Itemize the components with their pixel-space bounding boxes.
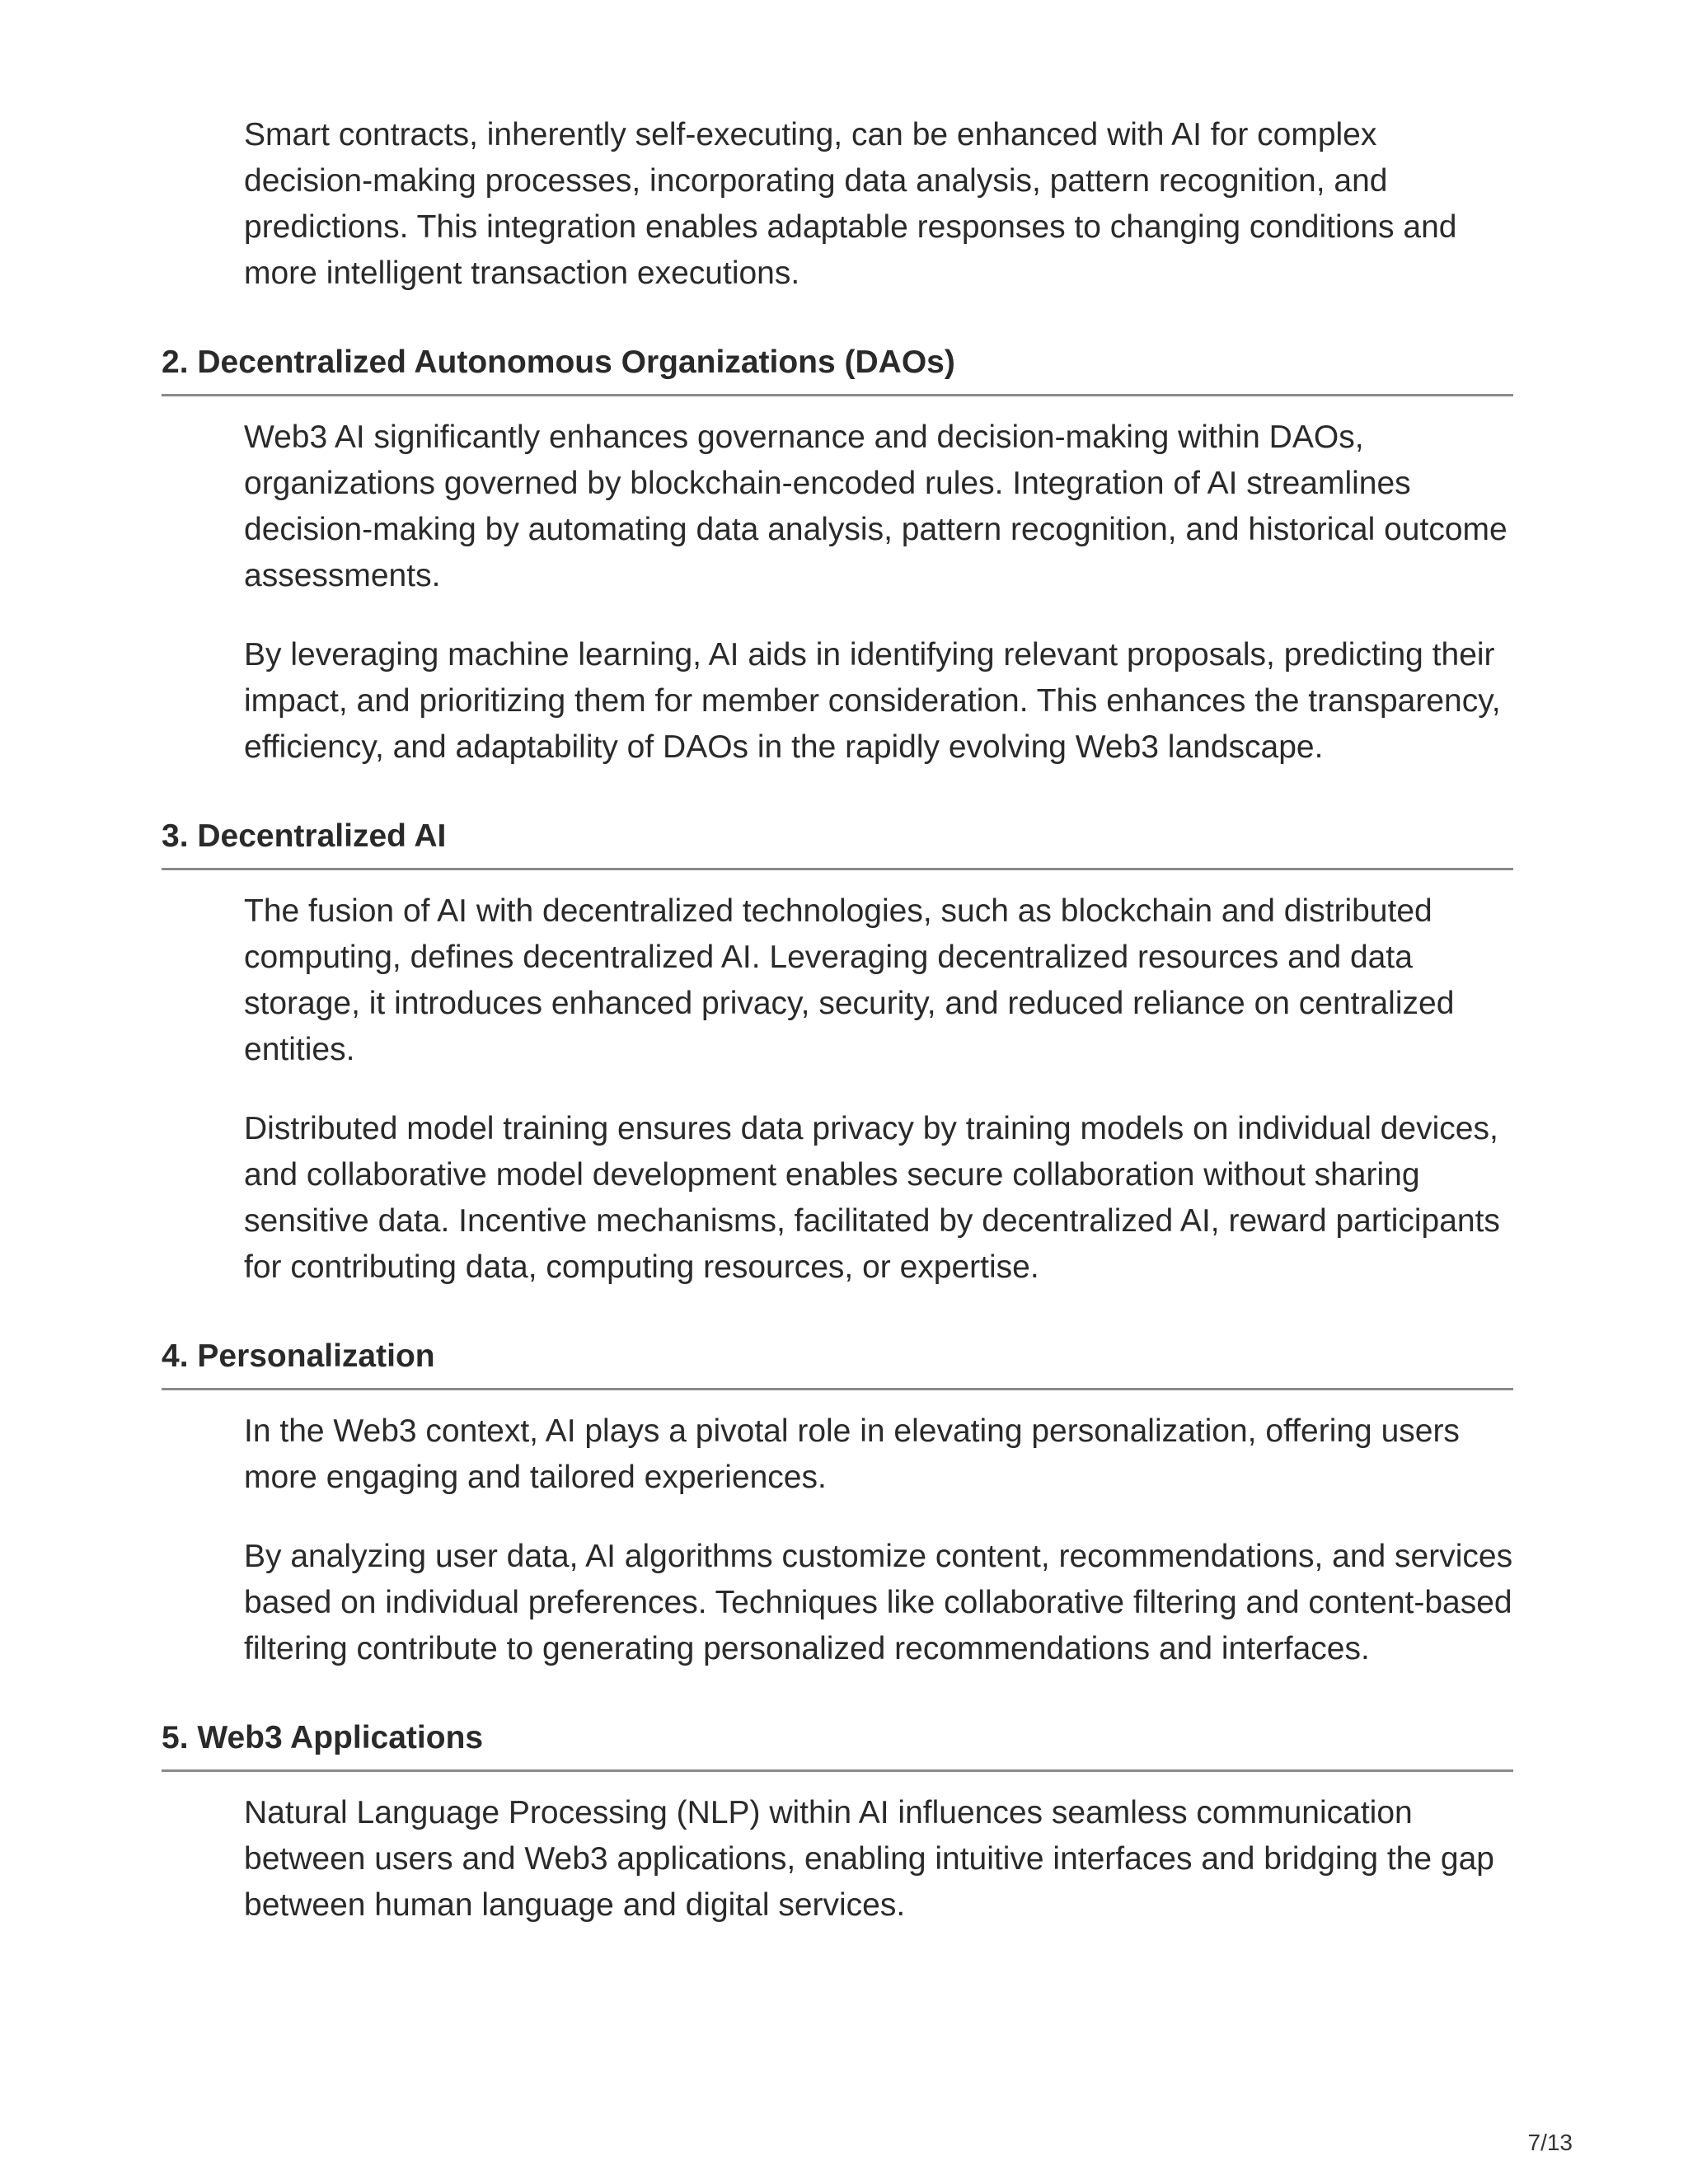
section-web3-applications xyxy=(162,1715,1513,1929)
section-paragraph: Web3 AI significantly enhances governance and decision-making within DAOs, organizations governed by blockchain-encoded rules. Integration of AI streamlines decision-making by automating data analysis, pattern recognition, and historical outcome assessments. xyxy=(244,419,1507,593)
section-paragraph: By leveraging machine learning, AI aids in identifying relevant proposals, predicting their impact, and prioritizing them for member consideration. This enhances the transparency, efficiency, and adaptability of DAOs in the rapidly evolving Web3 landscape. xyxy=(244,637,1501,765)
section-divider xyxy=(162,1769,1513,1772)
section-daos xyxy=(162,340,1513,771)
section-personalization xyxy=(162,1333,1513,1672)
section-heading: 2. Decentralized Autonomous Organizations (DAOs) xyxy=(162,344,955,380)
intro-paragraph: Smart contracts, inherently self-executing, can be enhanced with AI for complex decision-making processes, incorporating data analysis, pattern recognition, and predictions. This integration enables adaptable responses to changing conditions and more intelligent transaction executions. xyxy=(244,117,1457,291)
article-body xyxy=(162,112,1513,1929)
section-divider xyxy=(162,1388,1513,1390)
section-heading: 4. Personalization xyxy=(162,1338,435,1374)
section-paragraph: The fusion of AI with decentralized technologies, such as blockchain and distributed computing, defines decentralized AI. Leveraging decentralized resources and data storage, it introduces enhanced privacy, security, and reduced reliance on centralized entities. xyxy=(244,893,1455,1067)
section-heading: 3. Decentralized AI xyxy=(162,818,447,854)
section-divider xyxy=(162,868,1513,870)
section-paragraph: By analyzing user data, AI algorithms customize content, recommendations, and services based on individual preferences. Techniques like collaborative filtering and content-based filtering contribute to generating personalized recommendations and interfaces. xyxy=(244,1539,1513,1666)
page-number: 7/13 xyxy=(1527,2130,1573,2155)
section-paragraph: Natural Language Processing (NLP) within AI influences seamless communication between users and Web3 applications, enabling intuitive interfaces and bridging the gap between human language and digital services. xyxy=(244,1795,1494,1923)
section-heading: 5. Web3 Applications xyxy=(162,1720,484,1755)
section-divider xyxy=(162,394,1513,396)
section-paragraph: In the Web3 context, AI plays a pivotal role in elevating personalization, offering users more engaging and tailored experiences. xyxy=(244,1413,1460,1495)
section-paragraph: Distributed model training ensures data privacy by training models on individual devices, and collaborative model development enables secure collaboration without sharing sensitive data. Incentive mechanisms, facilitated by decentralized AI, reward participants for contributing data, computing resources, or expertise. xyxy=(244,1111,1500,1285)
section-decentralized-ai xyxy=(162,813,1513,1291)
